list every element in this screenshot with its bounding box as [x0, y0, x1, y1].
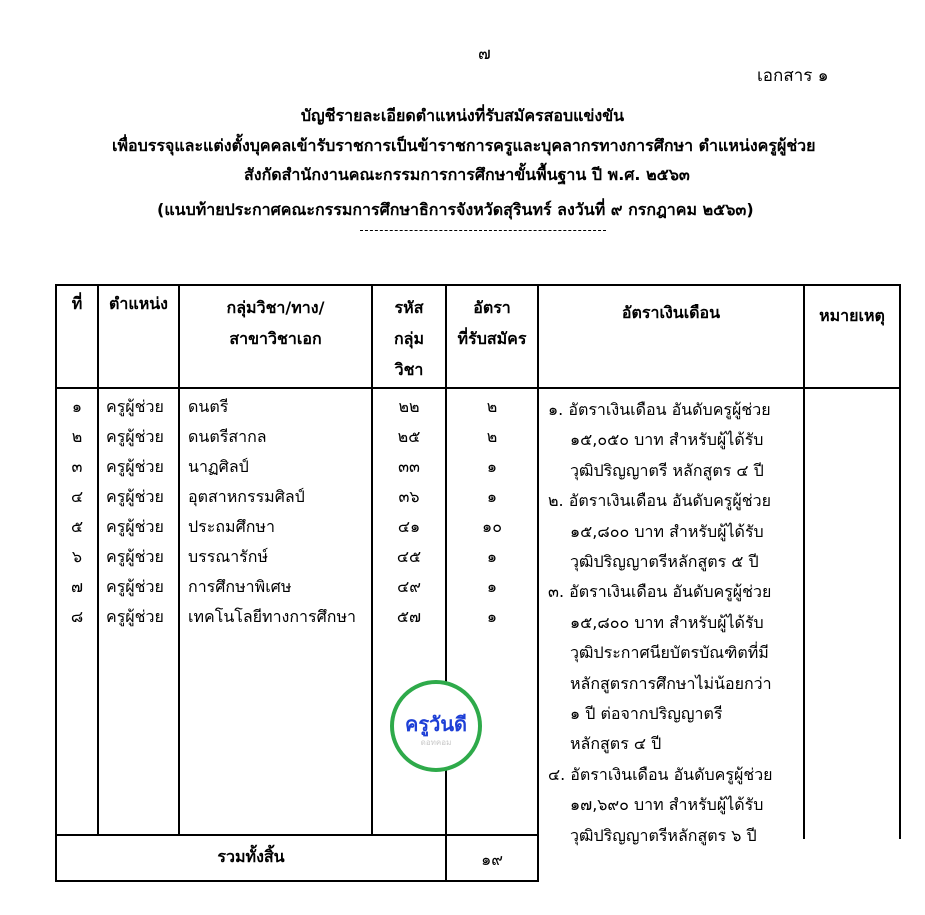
row-position: ครูผู้ช่วย	[106, 547, 164, 566]
row-no: ๔	[70, 487, 84, 506]
salary-line: ๒. อัตราเงินเดือน อันดับครูผู้ช่วย	[548, 491, 771, 511]
salary-line: ๑๕,๘๐๐ บาท สำหรับผู้ได้รับ	[570, 612, 764, 632]
row-count: ๑	[486, 547, 498, 566]
table-border-bottom	[55, 880, 539, 882]
title-line-3: สังกัดสำนักงานคณะกรรมการการศึกษาขั้นพื้นฐาน ปี พ.ศ. ๒๕๖๓	[244, 165, 690, 184]
row-no: ๕	[70, 517, 84, 536]
row-no: ๘	[70, 607, 84, 626]
row-count: ๑	[486, 607, 498, 626]
col-divider-subject	[178, 284, 180, 836]
row-position: ครูผู้ช่วย	[106, 397, 164, 416]
salary-line: วุฒิปริญญาตรีหลักสูตร ๕ ปี	[570, 552, 759, 571]
header-no: ที่	[71, 294, 83, 313]
row-subject: อุตสาหกรรมศิลป์	[188, 487, 305, 506]
row-code: ๔๑	[397, 517, 421, 536]
total-label: รวมทั้งสิ้น	[217, 847, 285, 866]
row-code: ๔๙	[397, 577, 421, 596]
row-code: ๓๓	[398, 457, 420, 476]
salary-line: ๑. อัตราเงินเดือน อันดับครูผู้ช่วย	[548, 400, 771, 419]
row-position: ครูผู้ช่วย	[106, 607, 164, 626]
watermark-logo	[390, 680, 482, 772]
header-rate-line2: ที่รับสมัคร	[457, 329, 527, 348]
row-subject: การศึกษาพิเศษ	[188, 577, 292, 596]
title-divider	[360, 230, 606, 231]
salary-line: หลักสูตรการศึกษาไม่น้อยกว่า	[570, 673, 772, 693]
row-subject: เทคโนโลยีทางการศึกษา	[188, 607, 357, 626]
row-count: ๑	[486, 577, 498, 596]
row-count: ๒	[486, 397, 498, 416]
salary-line: วุฒิปริญญาตรีหลักสูตร ๖ ปี	[570, 825, 757, 845]
row-position: ครูผู้ช่วย	[106, 427, 164, 446]
col-divider-salary	[537, 284, 539, 882]
row-code: ๔๕	[396, 547, 422, 566]
header-salary: อัตราเงินเดือน	[621, 303, 721, 322]
row-count: ๒	[486, 427, 498, 446]
row-code: ๓๖	[398, 487, 420, 506]
salary-line: วุฒิปริญญาตรี หลักสูตร ๔ ปี	[570, 460, 764, 480]
row-position: ครูผู้ช่วย	[106, 487, 164, 506]
title-line-2: เพื่อบรรจุและแต่งตั้งบุคคลเข้ารับราชการเป็นข้าราชการครูและบุคลากรทางการศึกษา ตำแหน่งครูผู้ช่วย	[112, 136, 816, 155]
row-subject: บรรณารักษ์	[188, 547, 268, 566]
salary-line: วุฒิประกาศนียบัตรบัณฑิตที่มี	[570, 643, 769, 663]
total-value: ๑๙	[481, 850, 503, 869]
row-subject: ดนตรีสากล	[188, 427, 267, 446]
row-no: ๒	[71, 427, 83, 446]
row-subject: นาฏศิลป์	[188, 457, 249, 476]
header-remark: หมายเหตุ	[819, 306, 885, 325]
row-no: ๗	[70, 577, 84, 596]
header-code-line3: วิชา	[394, 360, 424, 379]
row-position: ครูผู้ช่วย	[106, 577, 164, 596]
header-code-line1: รหัส	[394, 298, 424, 317]
table-border-right	[899, 284, 901, 839]
salary-line: ๓. อัตราเงินเดือน อันดับครูผู้ช่วย	[548, 582, 772, 602]
salary-line: ๑๗,๖๙๐ บาท สำหรับผู้ได้รับ	[570, 795, 764, 815]
salary-line: หลักสูตร ๔ ปี	[570, 734, 662, 754]
row-count: ๑	[486, 487, 498, 506]
header-code-line2: กลุ่ม	[393, 329, 425, 348]
salary-line: ๑๕,๘๐๐ บาท สำหรับผู้ได้รับ	[570, 521, 764, 541]
watermark-text: ครูวันดี	[404, 712, 467, 736]
col-divider-remark	[803, 284, 805, 839]
row-code: ๒๒	[398, 397, 420, 416]
row-position: ครูผู้ช่วย	[106, 517, 164, 536]
header-subject-line1: กลุ่มวิชา/ทาง/	[226, 298, 325, 317]
salary-line: ๑ ปี ต่อจากปริญญาตรี	[570, 704, 723, 723]
row-no: ๖	[71, 547, 83, 566]
header-position: ตำแหน่ง	[109, 294, 168, 313]
document-reference: เอกสาร ๑	[757, 66, 829, 86]
row-code: ๕๗	[396, 607, 422, 626]
row-code: ๒๕	[397, 427, 421, 446]
header-rate-line1: อัตรา	[473, 298, 511, 317]
page-number: ๗	[478, 44, 491, 64]
row-no: ๓	[71, 457, 83, 476]
salary-line: ๔. อัตราเงินเดือน อันดับครูผู้ช่วย	[548, 764, 773, 784]
row-subject: ดนตรี	[188, 397, 229, 416]
row-count: ๑๐	[482, 517, 502, 536]
watermark-subtext: ดอทคอม	[420, 738, 452, 747]
header-divider	[55, 387, 901, 389]
title-line-4: (แนบท้ายประกาศคณะกรรมการศึกษาธิการจังหวัดสุรินทร์ ลงวันที่ ๙ กรกฎาคม ๒๕๖๓)	[157, 200, 754, 219]
salary-line: ๑๕,๐๕๐ บาท สำหรับผู้ได้รับ	[570, 430, 764, 450]
table-border-top	[55, 284, 901, 286]
row-subject: ประถมศึกษา	[188, 517, 275, 536]
row-count: ๑	[486, 457, 498, 476]
header-subject-line2: สาขาวิชาเอก	[229, 329, 322, 348]
row-position: ครูผู้ช่วย	[106, 457, 164, 476]
title-line-1: บัญชีรายละเอียดตำแหน่งที่รับสมัครสอบแข่งขัน	[300, 106, 625, 125]
row-no: ๑	[71, 397, 83, 416]
total-row-divider	[55, 834, 539, 836]
col-divider-position	[97, 284, 99, 836]
